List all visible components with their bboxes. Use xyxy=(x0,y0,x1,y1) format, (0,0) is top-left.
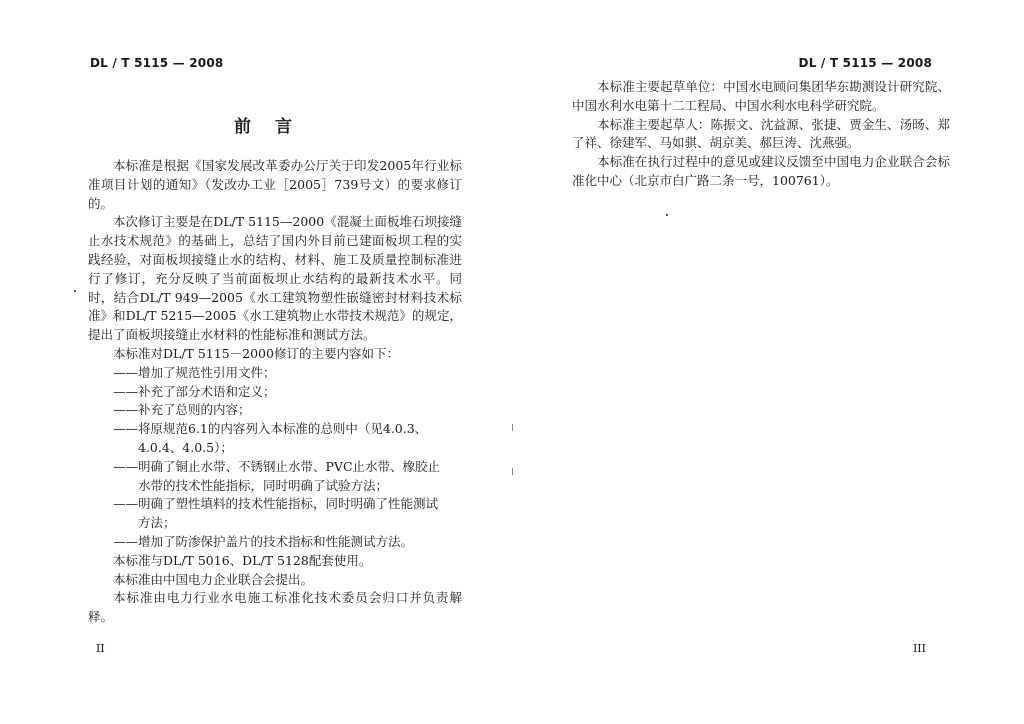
paragraph: 本标准主要起草人：陈振文、沈益源、张捷、贾金生、汤旸、郑了祥、徐建军、马如骐、胡京美、郝巨涛、沈燕强。 xyxy=(572,116,950,151)
drafters-body xyxy=(572,78,950,191)
page-number: II xyxy=(96,642,105,655)
paragraph: 本标准与DL/T 5016、DL/T 5128配套使用。 xyxy=(113,552,372,568)
doc-code-header: DL / T 5115 — 2008 xyxy=(798,56,932,70)
paragraph: 本标准对DL/T 5115－2000修订的主要内容如下： xyxy=(113,345,399,361)
paragraph: 本标准在执行过程中的意见或建议反馈至中国电力企业联合会标准化中心（北京市白广路二条一号，100761）。 xyxy=(572,154,950,188)
page-number: III xyxy=(912,642,926,655)
list-item: ——补充了总则的内容； xyxy=(113,402,251,418)
list-item: ——补充了部分术语和定义； xyxy=(113,383,276,399)
list-item: ——明确了塑性填料的技术性能指标，同时明确了性能测试 方法； xyxy=(113,496,439,531)
doc-code-header: DL / T 5115 — 2008 xyxy=(90,56,224,70)
paragraph: 本标准是根据《国家发展改革委办公厅关于印发2005年行业标准项目计划的通知》（发改办工业［2005］739号文）的要求修订的。 xyxy=(88,158,462,211)
list-item: ——将原规范6.1的内容列入本标准的总则中（见4.0.3、 4.0.4、4.0.5）； xyxy=(113,421,428,455)
scan-speck xyxy=(512,424,513,431)
list-item: ——增加了防渗保护盖片的技术指标和性能测试方法。 xyxy=(113,533,414,549)
scan-speck xyxy=(74,290,76,292)
paragraph: 本标准主要起草单位：中国水电顾问集团华东勘测设计研究院、中国水利水电第十二工程局、中国水利水电科学研究院。 xyxy=(572,79,950,113)
scan-speck xyxy=(512,468,513,475)
right-page xyxy=(512,0,1024,724)
page-title: 前言 xyxy=(234,117,316,137)
list-item: ——明确了铜止水带、不锈钢止水带、PVC止水带、橡胶止 水带的技术性能指标，同时明确了试验方法； xyxy=(113,458,441,493)
paragraph: 本次修订主要是在DL/T 5115—2000《混凝土面板堆石坝接缝止水技术规范》的基础上，总结了国内外目前已建面板坝工程的实践经验，对面板坝接缝止水的结构、材料、施工及质量控制标准进行了修订，充分反映了当前面板坝止水结构的最新技术水平。同时，结合DL/T 949—2005《水工建筑物塑性嵌缝密封材料技术标准》和DL/T 5215—2005《水工建筑物止水带技术规范》的规定，提出了面板坝接缝止水材料的性能标准和测试方法。 xyxy=(88,214,462,343)
paragraph: 本标准由电力行业水电施工标准化技术委员会归口并负责解释。 xyxy=(88,590,462,625)
scan-speck xyxy=(666,214,668,216)
list-item: ——增加了规范性引用文件； xyxy=(113,364,276,380)
paragraph: 本标准由中国电力企业联合会提出。 xyxy=(113,571,314,587)
foreword-body xyxy=(88,157,462,627)
